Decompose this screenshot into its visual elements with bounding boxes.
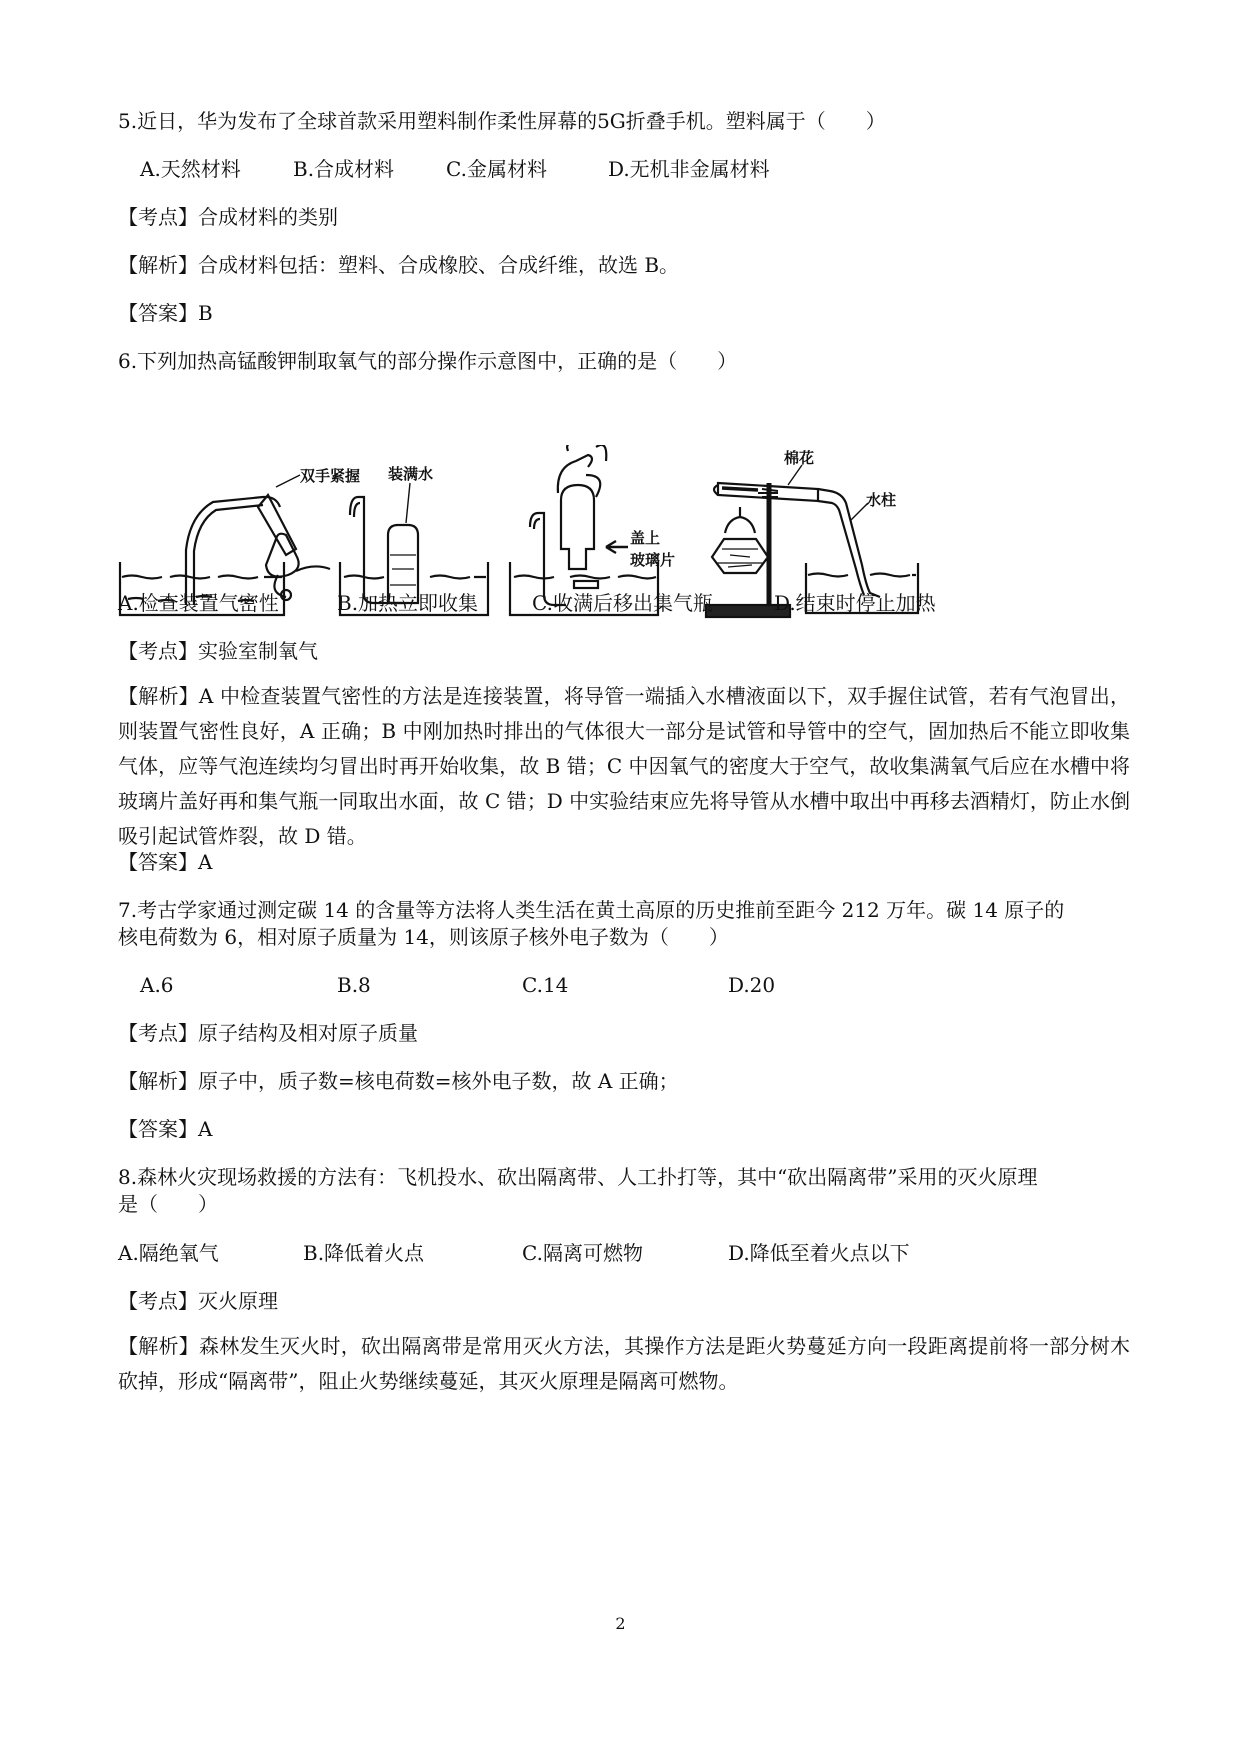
figure-label-b: 装满水 [388,465,434,483]
q5-stem: 5.近日，华为发布了全球首款采用塑料制作柔性屏幕的5G折叠手机。塑料属于（ ） [118,109,886,133]
figure-label-d2: 水柱 [866,491,897,509]
q6-option-d: D.结束时停止加热 [774,591,936,615]
q7-option-a: A.6 [140,973,174,997]
q5-jiexi: 【解析】合成材料包括：塑料、合成橡胶、合成纤维，故选 B。 [118,253,680,277]
q6-option-a: A.检查装置气密性 [118,591,279,615]
q5-option-a: A.天然材料 [140,157,241,181]
q8-jiexi: 【解析】森林发生灭火时，砍出隔离带是常用灭火方法，其操作方法是距火势蔓延方向一段距离提前将一部分树木砍掉，形成“隔离带”，阻止火势继续蔓延，其灭火原理是隔离可燃物。 [118,1334,1130,1393]
q7-option-b: B.8 [337,973,371,997]
q6-option-b: B.加热立即收集 [337,591,479,615]
q8-stem-line2: 是（ ） [118,1192,218,1216]
q8-option-c: C.隔离可燃物 [522,1241,643,1265]
figure-label-c2: 玻璃片 [630,551,676,569]
q5-answer: 【答案】B [118,301,213,325]
figure-label-a: 双手紧握 [300,467,361,485]
q7-stem-line2: 核电荷数为 6，相对原子质量为 14，则该原子核外电子数为（ ） [118,925,729,949]
q7-jiexi: 【解析】原子中，质子数=核电荷数=核外电子数，故 A 正确； [118,1069,679,1093]
q5-kaodian: 【考点】合成材料的类别 [118,205,338,229]
q8-option-a: A.隔绝氧气 [118,1241,219,1265]
q7-stem-line1: 7.考古学家通过测定碳 14 的含量等方法将人类生活在黄土高原的历史推前至距今 212 万年。碳 14 原子的 [118,898,1065,922]
q7-option-c: C.14 [522,973,569,997]
q8-kaodian: 【考点】灭火原理 [118,1289,278,1313]
q6-stem: 6.下列加热高锰酸钾制取氧气的部分操作示意图中，正确的是（ ） [118,349,738,373]
figure-label-c1: 盖上 [630,529,661,547]
q6-jiexi: 【解析】A 中检查装置气密性的方法是连接装置，将导管一端插入水槽液面以下，双手握住试管，若有气泡冒出，则装置气密性良好，A 正确；B 中刚加热时排出的气体很大一部分是试管和导管中的空气，固加热后不能立即收集气体，应等气泡连续均匀冒出时再开始收集，故 B 错；C 中因氧气的密度大于空气，故收集满氧气后应在水槽中将玻璃片盖好再和集气瓶一同取出水面，故 C 错；D 中实验结束应先将导管从水槽中取出中再移去酒精灯，防止水倒吸引起试管炸裂，故 D 错。 [118,684,1130,848]
q6-kaodian: 【考点】实验室制氧气 [118,639,318,663]
q7-option-d: D.20 [728,973,776,997]
q6-option-c: C.收满后移出集气瓶 [532,591,713,615]
q7-answer: 【答案】A [118,1117,213,1141]
q8-stem-line1: 8.森林火灾现场救援的方法有：飞机投水、砍出隔离带、人工扑打等，其中“砍出隔离带”采用的灭火原理 [118,1165,1038,1189]
q6-answer: 【答案】A [118,850,213,874]
q7-kaodian: 【考点】原子结构及相对原子质量 [118,1021,418,1045]
q5-option-d: D.无机非金属材料 [608,157,770,181]
q5-option-b: B.合成材料 [293,157,395,181]
q8-option-d: D.降低至着火点以下 [728,1241,910,1265]
q5-option-c: C.金属材料 [446,157,547,181]
page-number: 2 [615,1614,626,1633]
q8-option-b: B.降低着火点 [303,1241,425,1265]
figure-label-d1: 棉花 [784,449,815,467]
